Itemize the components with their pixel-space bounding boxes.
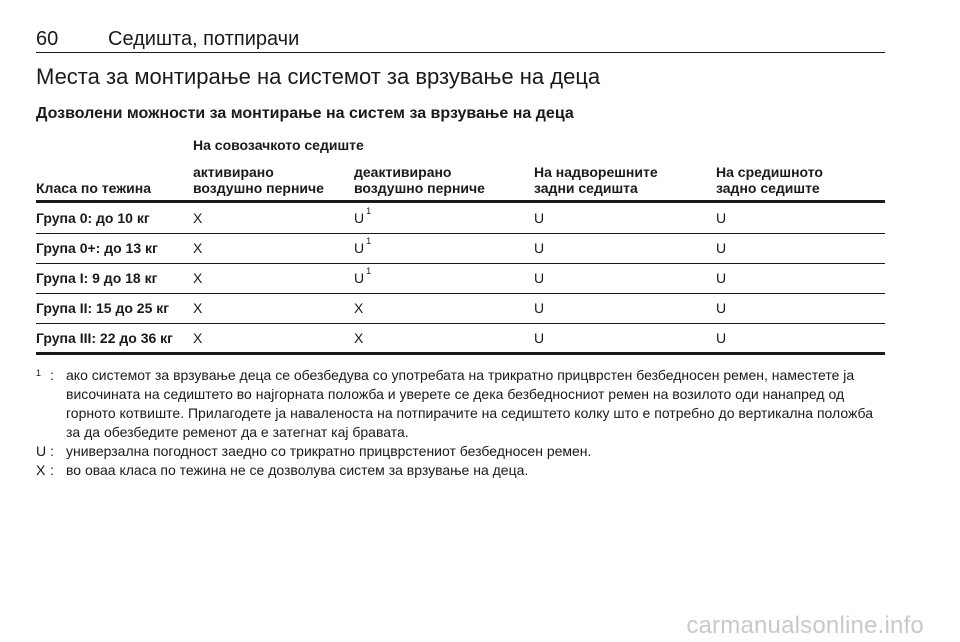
cell-airbag-off [354,234,371,262]
cell-airbag-off [354,204,371,232]
column-group-header: На совозачкото седиште [193,137,364,153]
footnote-ref: 1 [366,266,372,276]
cell-airbag-on: X [193,330,203,346]
cell-center-rear: U [716,330,727,346]
table-row [36,264,885,292]
column-header-airbag-on-line2: воздушно перниче [193,180,324,196]
column-header-airbag-off-line2: воздушно перниче [354,180,485,196]
row-label: Група II: 15 до 25 кг [36,300,170,316]
cell-center-rear: U [716,300,727,316]
table-header-rule [36,200,885,203]
column-header-center-rear [716,164,823,196]
column-header-airbag-off-line1: деактивирано [354,164,452,180]
cell-airbag-off-value: U [354,270,365,286]
cell-center-rear: U [716,210,727,226]
column-header-airbag-on-line1: активирано [193,164,274,180]
watermark: carmanualsonline.info [686,612,924,639]
column-header-outer-rear-line2: задни седишта [534,180,638,196]
cell-outer-rear: U [534,210,545,226]
cell-outer-rear: U [534,300,545,316]
cell-airbag-on: X [193,210,203,226]
cell-airbag-off-value: U [354,210,365,226]
column-header-outer-rear-line1: На надворешните [534,164,658,180]
chapter-title: Седишта, потпирачи [108,28,300,50]
column-header-center-rear-line2: задно седиште [716,180,820,196]
footnote-key [36,366,50,442]
page-number: 60 [36,28,59,50]
cell-outer-rear: U [534,330,545,346]
row-label: Група 0: до 10 кг [36,210,150,226]
footnote-text: ако системот за врзување деца се обезбедува со употребата на трикратно прицврстен безбедносен ремен, наместете ја височината на седиштето во најгорната положба и уверете се дека безбедносниот ремен на возилото оди нанапред од горното котвиште. Прилагодете ја наваленоста на потпирачите на седиштето колку што е потребно до вертикална положба за да обезбедите ременот да е затегнат кај бравата. [66,367,873,440]
table-row [36,294,885,322]
footnote-colon: : [50,443,54,459]
footnote [36,461,885,480]
column-header-outer-rear [534,164,658,196]
column-header-weight-class: Класа по тежина [36,180,151,196]
table-caption: Дозволени можности за монтирање на систем за врзување на деца [36,105,574,122]
cell-airbag-on: X [193,270,203,286]
column-header-center-rear-line1: На средишното [716,164,823,180]
row-label: Група I: 9 до 18 кг [36,270,158,286]
cell-airbag-on: X [193,240,203,256]
cell-airbag-on: X [193,300,203,316]
cell-airbag-off-value: U [354,240,365,256]
table-bottom-rule [36,352,885,355]
footnote-colon: : [50,462,54,478]
column-header-airbag-off [354,164,485,196]
cell-airbag-off: X [354,300,364,316]
footnote-ref: 1 [366,236,372,246]
footnotes [36,366,885,480]
cell-outer-rear: U [534,270,545,286]
footnote-colon: : [50,367,54,383]
cell-airbag-off: X [354,330,364,346]
cell-airbag-off [354,264,371,292]
cell-outer-rear: U [534,240,545,256]
table-row [36,324,885,352]
cell-center-rear: U [716,270,727,286]
row-label: Група 0+: до 13 кг [36,240,158,256]
footnote-key: X [36,462,46,478]
footnote-text: универзална погодност заедно со трикратно прицврстениот безбедносен ремен. [66,443,592,459]
footnote [36,366,885,442]
page-header [36,28,885,53]
cell-center-rear: U [716,240,727,256]
table-row [36,204,885,232]
row-label: Група III: 22 до 36 кг [36,330,173,346]
footnote-key: U [36,443,47,459]
footnote-ref: 1 [366,206,372,216]
table-row [36,234,885,262]
footnote [36,442,885,461]
footnote-text: во оваа класа по тежина не се дозволува систем за врзување на деца. [66,462,529,478]
section-title: Места за монтирање на системот за врзување на деца [36,64,601,89]
column-header-airbag-on [193,164,324,196]
footnote-marker: 1 [36,368,42,378]
